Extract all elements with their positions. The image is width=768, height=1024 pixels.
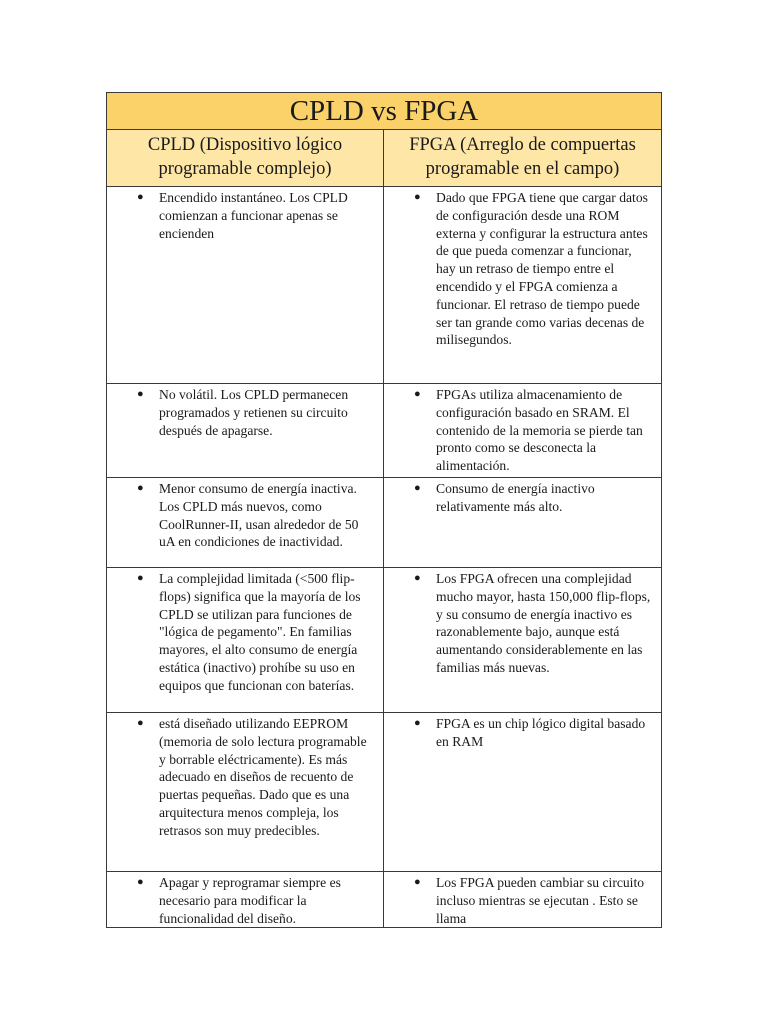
fpga-cell [384,384,662,478]
bullet-icon: ● [137,572,144,584]
title-row [107,93,662,130]
bullet-icon: ● [137,191,144,203]
table-row [107,568,662,713]
fpga-cell [384,713,662,872]
bullet-icon: ● [414,482,421,494]
list-item: ● No volátil. Los CPLD permanecen programados y retienen su circuito después de apagarse. [137,387,349,438]
list-item: ● Consumo de energía inactivo relativamente más alto. [414,481,595,514]
cpld-cell [107,713,384,872]
header-fpga: FPGA (Arreglo de compuertas programable en el campo) [384,130,662,187]
bullet-icon: ● [137,388,144,400]
header-cpld: CPLD (Dispositivo lógico programable complejo) [107,130,384,187]
bullet-icon: ● [414,876,421,888]
list-item: ● FPGA es un chip lógico digital basado en RAM [414,716,646,749]
table-title: CPLD vs FPGA [107,93,662,130]
table-row [107,478,662,568]
cpld-cell [107,384,384,478]
fpga-cell [384,187,662,384]
bullet-icon: ● [414,717,421,729]
cpld-cell [107,872,384,928]
bullet-icon: ● [137,876,144,888]
list-item: ● La complejidad limitada (<500 flip-flops) significa que la mayoría de los CPLD se utilizan para funciones de "lógica de pegamento". En familias mayores, el alto consumo de energía estática (inactivo) prohíbe su uso en equipos que funcionan con baterías. [137,571,361,693]
cpld-cell [107,187,384,384]
list-item: ● Los FPGA ofrecen una complejidad mucho mayor, hasta 150,000 flip-flops, y su consumo de energía inactivo es razonablemente bajo, aunque está aumentando considerablemente en las familias más nuevas. [414,571,651,675]
list-item: ● Menor consumo de energía inactiva. Los CPLD más nuevos, como CoolRunner-II, usan alrededor de 50 uA en condiciones de inactividad. [137,481,359,550]
cpld-cell [107,568,384,713]
header-row [107,130,662,187]
list-item: ● Dado que FPGA tiene que cargar datos de configuración desde una ROM externa y configurar la estructura antes de que pueda comenzar a funcionar, hay un retraso de tiempo entre el encendido y el FPGA comienza a funcionar. El retraso de tiempo puede ser tan grande como varias decenas de milisegundos. [414,190,648,348]
list-item: ● Apagar y reprogramar siempre es necesario para modificar la funcionalidad del diseño. [137,875,341,926]
bullet-icon: ● [414,191,421,203]
list-item: ● Los FPGA pueden cambiar su circuito incluso mientras se ejecutan . Esto se llama [414,875,645,926]
bullet-icon: ● [414,388,421,400]
comparison-table [106,92,662,928]
cpld-cell [107,478,384,568]
table-row [107,713,662,872]
fpga-cell [384,478,662,568]
bullet-icon: ● [137,482,144,494]
table-row [107,187,662,384]
fpga-cell [384,568,662,713]
list-item: ● está diseñado utilizando EEPROM (memoria de solo lectura programable y borrable eléctricamente). Es más adecuado en diseños de recuento de puertas pequeñas. Dado que es una arquitectura menos compleja, los retrasos son muy predecibles. [137,716,367,838]
fpga-cell [384,872,662,928]
bullet-icon: ● [137,717,144,729]
table-row [107,872,662,928]
comparison-document [106,92,661,928]
table-row [107,384,662,478]
bullet-icon: ● [414,572,421,584]
list-item: ● Encendido instantáneo. Los CPLD comienzan a funcionar apenas se encienden [137,190,348,241]
list-item: ● FPGAs utiliza almacenamiento de configuración basado en SRAM. El contenido de la memoria se pierde tan pronto como se desconecta la alimentación. [414,387,643,474]
